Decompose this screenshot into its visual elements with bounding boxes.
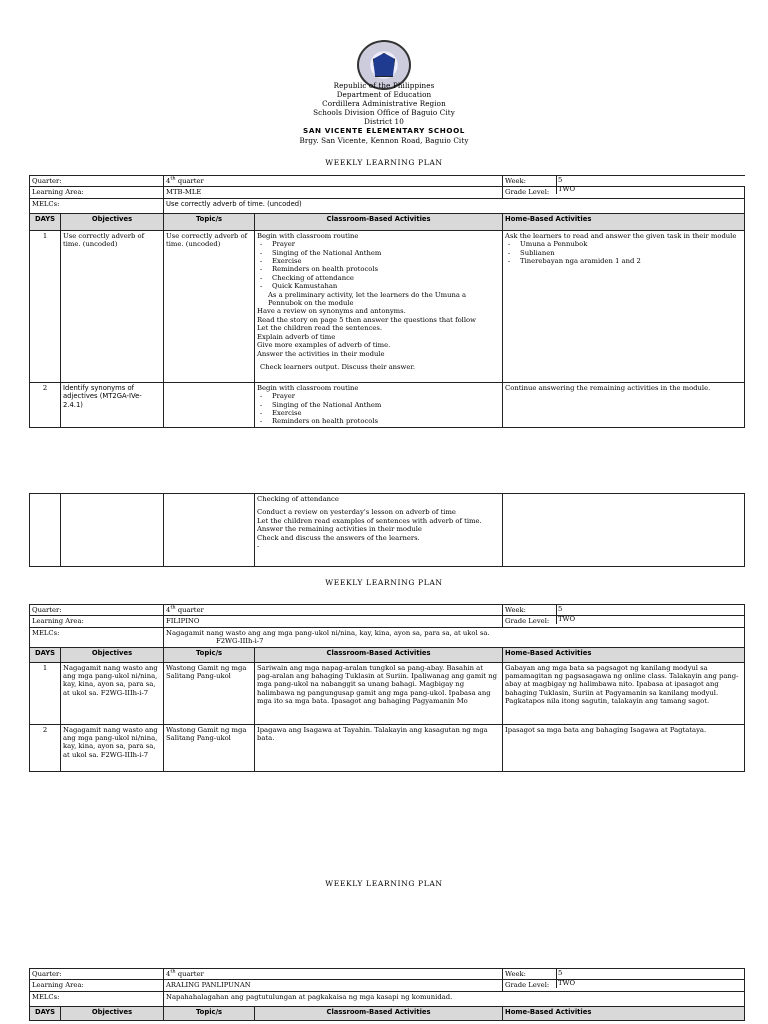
grade-level-value: TWO [558, 185, 576, 193]
table-row [30, 662, 745, 724]
header-line: District 10 [364, 117, 404, 127]
topic-cell [164, 382, 255, 427]
learning-area-label: Learning Area: [30, 980, 164, 991]
melcs-label: MELCs: [30, 627, 164, 647]
plan-table-mtb [29, 175, 745, 428]
school-header [0, 81, 768, 145]
activity-line: Begin with classroom routine [257, 231, 359, 240]
week-label: Week: [505, 606, 526, 614]
day-number: 1 [30, 662, 61, 724]
classroom-activities-cell: Begin with classroom routine - Prayer - Singing of the National Anthem - Exercise - Reminders on health protocols [255, 382, 503, 427]
bullet-item: Sublianen [520, 248, 555, 257]
melcs-value: Napahahalagahan ang pagtutulungan at pagkakaisa ng mga kasapi ng komunidad. [164, 991, 745, 1006]
divider [556, 175, 557, 194]
table-row [30, 230, 745, 382]
classroom-activities-cell: Sariwain ang mga napag-aralan tungkol sa pang-abay. Basahin at pag-aralan ang bahaging Tuklasin at Suriin. Ipaliwanag ang gamit ng mga pang-ukol na nabanggit sa unang bahagi. Magbigay ng halimbawa ng pangungusap gamit ang mga pang-ukol. Ipabasa ang mga ito sa mga bata. Ipasagot ang bahaging Pagyamanin Mo [255, 662, 503, 724]
bullet-item: Umuna a Pennubok [520, 240, 588, 249]
quarter-label: Quarter: [30, 969, 164, 980]
day-number: 2 [30, 724, 61, 771]
melcs-label: MELCs: [30, 991, 164, 1006]
activity-line: Have a review on synonyms and antonyms. [257, 307, 406, 316]
bullet-item: Singing of the National Anthem [272, 400, 382, 409]
activity-line: Ask the learners to read and answer the given task in their module [505, 231, 737, 240]
col-objectives: Objectives [61, 1006, 164, 1020]
col-home: Home-Based Activities [503, 647, 745, 662]
week-cell [503, 969, 745, 980]
activity-line: - [257, 542, 260, 551]
bullet-item: Prayer [272, 240, 296, 249]
col-home: Home-Based Activities [503, 1006, 745, 1020]
plan-table-mtb-continued [29, 493, 745, 567]
bullet-item: Tinerebayan nga aramiden 1 and 2 [520, 257, 641, 266]
plan-title: WEEKLY LEARNING PLAN [325, 879, 443, 888]
bullet-item: Singing of the National Anthem [272, 248, 382, 257]
quarter-value: 4th quarter [164, 176, 503, 187]
bullet-item: Reminders on health protocols [272, 265, 379, 274]
header-line: Schools Division Office of Baguio City [313, 108, 455, 118]
activity-line: Read the story on page 5 then answer the questions that follow [257, 315, 476, 324]
home-activities-cell: Gabayan ang mga bata sa pagsagot ng kanilang modyul sa pamamagitan ng pagsasagawa ng online class. Talakayin ang pang-abay at magbigay ng halimbawa nito. Ipabasa at ipasagot ang bahaging Tuklasin, Suriin at Pagyamanin sa kanilang modyul. Pagkatapos nila itong sagutin, talakayin ang tamang sagot. [503, 662, 745, 724]
quarter-label: Quarter: [30, 605, 164, 616]
col-home: Home-Based Activities [503, 213, 745, 230]
topic-cell: Use correctly adverb of time. (uncoded) [164, 230, 255, 382]
divider [556, 604, 557, 624]
week-cell [503, 176, 745, 187]
classroom-activities-cell [255, 494, 503, 567]
activity-line: Check learners output. Discuss their answer. [260, 362, 416, 371]
week-value: 5 [558, 176, 563, 184]
home-activities-cell [503, 494, 745, 567]
col-topics: Topic/s [164, 647, 255, 662]
week-label: Week: [505, 970, 526, 978]
grade-level-label: Grade Level: [503, 980, 745, 991]
objective-cell: Use correctly adverb of time. (uncoded) [61, 230, 164, 382]
objective-cell: Nagagamit nang wasto ang ang mga pang-ukol ni/nina, kay, kina, ayon sa, para sa, at ukol sa. F2WG-IIIh-i-7 [61, 724, 164, 771]
col-objectives: Objectives [61, 647, 164, 662]
plan-table-filipino [29, 604, 745, 772]
objective-cell [61, 494, 164, 567]
school-address: Brgy. San Vicente, Kennon Road, Baguio City [299, 135, 469, 145]
col-days: DAYS [30, 213, 61, 230]
grade-level-value: TWO [558, 615, 576, 623]
melcs-line: Nagagamit nang wasto ang ang mga pang-ukol ni/nina, kay, kina, ayon sa, para sa, at ukol sa. [166, 628, 490, 637]
activity-line: As a preliminary activity, let the learners do the Umuna a Pennubok on the module [268, 290, 467, 308]
activity-line: Explain adverb of time [257, 332, 336, 341]
quarter-value: 4th quarter [164, 605, 503, 616]
topic-cell [164, 494, 255, 567]
learning-area-value: FILIPINO [164, 616, 503, 627]
melcs-value: Use correctly adverb of time. (uncoded) [164, 198, 745, 213]
week-value: 5 [558, 969, 563, 977]
grade-level-label: Grade Level: [503, 616, 745, 627]
topic-cell: Wastong Gamit ng mga Salitang Pang-ukol [164, 662, 255, 724]
objective-cell: Nagagamit nang wasto ang ang mga pang-ukol ni/nina, kay, kina, ayon sa, para sa, at ukol sa. F2WG-IIIh-i-7 [61, 662, 164, 724]
bullet-item: Quick Kamustahan [272, 282, 338, 291]
grade-level-label: Grade Level: [503, 187, 745, 198]
day-number: 2 [30, 382, 61, 427]
classroom-activities-cell: Begin with classroom routine - Prayer - Singing of the National Anthem - Exercise - Reminders on health protocols - Checking of attendance - Quick Kamustahan As a preliminary activity, let the learners do the Umuna a Pennubok on the module Have a review on synonyms and antonyms. Read the story on page 5 then answer the questions that follow Let the children read the sentences. Explain adverb of time Give more examples of adverb of time. Answer the activities in their module Check learners output. Discuss their answer. [255, 230, 503, 382]
bullet-item: Prayer [272, 392, 296, 401]
col-topics: Topic/s [164, 1006, 255, 1020]
bullet-item: Reminders on health protocols [272, 417, 379, 426]
day-number [30, 494, 61, 567]
table-row [30, 494, 745, 567]
table-row [30, 382, 745, 427]
home-activities-cell: Ipasagot sa mga bata ang bahaging Isagawa at Pagtataya. [503, 724, 745, 771]
home-activities-cell: Continue answering the remaining activities in the module. [503, 382, 745, 427]
week-label: Week: [505, 177, 526, 185]
classroom-activities-cell: Ipagawa ang Isagawa at Tayahin. Talakayin ang kasagutan ng mga bata. [255, 724, 503, 771]
melcs-value [164, 627, 745, 647]
col-days: DAYS [30, 647, 61, 662]
bullet-item: Exercise [272, 257, 302, 266]
learning-area-value: ARALING PANLIPUNAN [164, 980, 503, 991]
home-activities-cell: Ask the learners to read and answer the given task in their module - Umuna a Pennubok - Sublianen - Tinerebayan nga aramiden 1 and 2 [503, 230, 745, 382]
activity-line: Begin with classroom routine [257, 383, 359, 392]
table-row [30, 724, 745, 771]
quarter-value: 4th quarter [164, 969, 503, 980]
col-topics: Topic/s [164, 213, 255, 230]
activity-line: Answer the remaining activities in their module [257, 525, 422, 534]
learning-area-value: MTB-MLE [164, 187, 503, 198]
melcs-label: MELCs: [30, 198, 164, 213]
col-days: DAYS [30, 1006, 61, 1020]
activity-line: Let the children read examples of sentences with adverb of time. [257, 516, 482, 525]
plan-table-araling-panlipunan [29, 968, 745, 1021]
activity-line: Give more examples of adverb of time. [257, 341, 391, 350]
activity-line: Let the children read the sentences. [257, 324, 383, 333]
learning-area-label: Learning Area: [30, 187, 164, 198]
topic-cell: Wastong Gamit ng mga Salitang Pang-ukol [164, 724, 255, 771]
learning-area-label: Learning Area: [30, 616, 164, 627]
col-objectives: Objectives [61, 213, 164, 230]
activity-line: Checking of attendance [257, 495, 339, 503]
objective-cell: Identify synonyms of adjectives (MT2GA-IVe-2.4.1) [61, 382, 164, 427]
divider [556, 968, 557, 988]
col-classroom: Classroom-Based Activities [255, 213, 503, 230]
school-name: SAN VICENTE ELEMENTARY SCHOOL [303, 126, 465, 136]
header-line: Cordillera Administrative Region [322, 99, 446, 109]
header-line: Republic of the Philippines [333, 81, 435, 90]
week-cell [503, 605, 745, 616]
grade-level-value: TWO [558, 979, 576, 987]
bullet-item: Checking of attendance [272, 273, 354, 282]
activity-line: Conduct a review on yesterday's lesson on adverb of time [257, 508, 456, 517]
col-classroom: Classroom-Based Activities [255, 1006, 503, 1020]
activity-line: Check and discuss the answers of the learners. [257, 533, 420, 542]
header-line: Department of Education [336, 90, 432, 100]
col-classroom: Classroom-Based Activities [255, 647, 503, 662]
activity-line: Answer the activities in their module [257, 349, 385, 358]
plan-title: WEEKLY LEARNING PLAN [325, 578, 443, 587]
day-number: 1 [30, 230, 61, 382]
bullet-item: Exercise [272, 409, 302, 418]
plan-title: WEEKLY LEARNING PLAN [325, 158, 443, 167]
week-value: 5 [558, 605, 563, 613]
melcs-code: F2WG-IIIh-i-7 [216, 637, 264, 646]
quarter-label: Quarter: [30, 176, 164, 187]
